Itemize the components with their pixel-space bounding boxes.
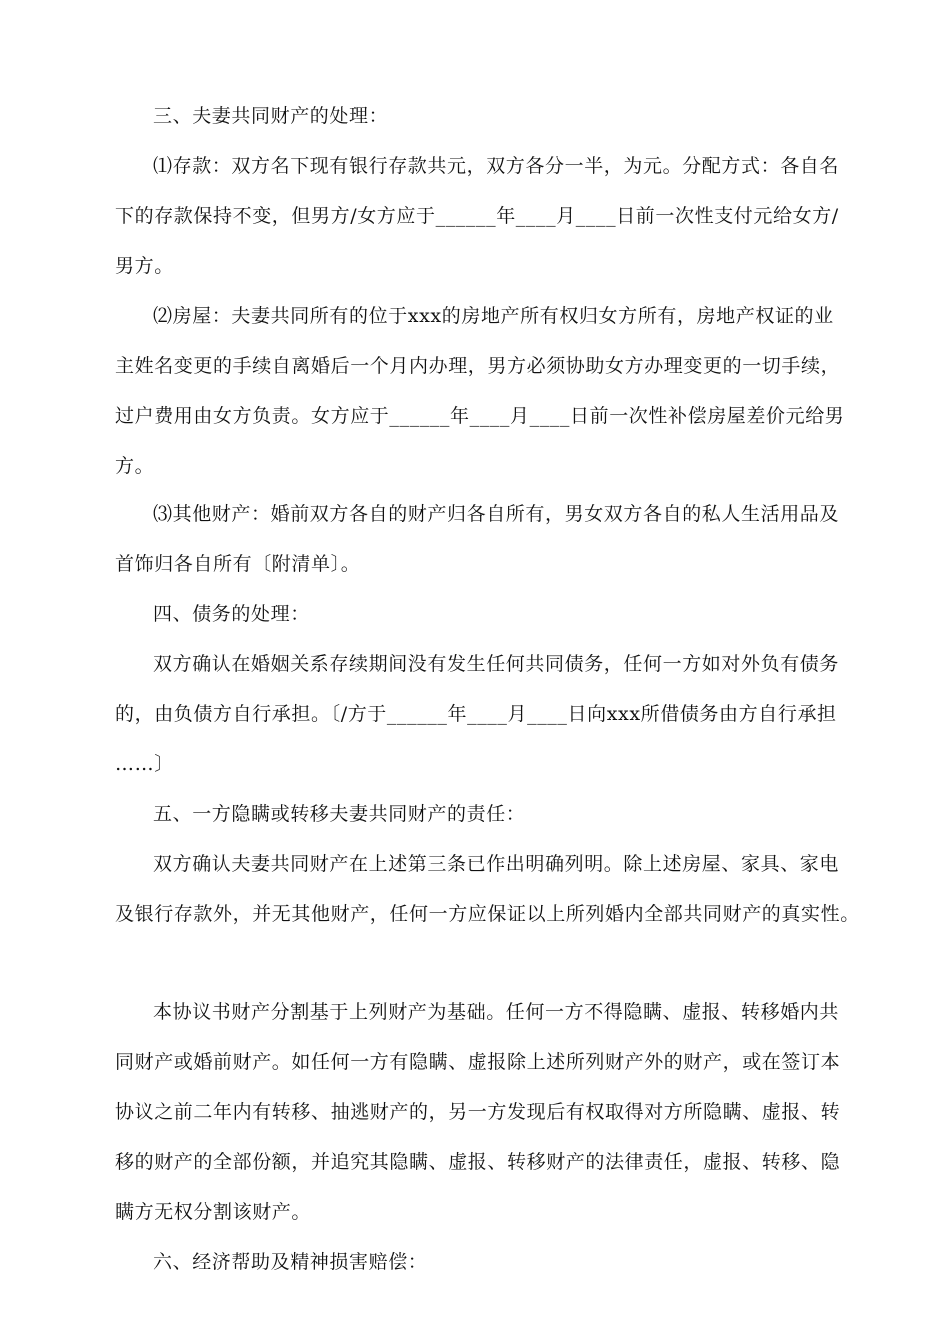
paragraph-line: 本协议书财产分割基于上列财产为基础。任何一方不得隐瞒、虚报、转移婚内共 <box>153 1001 840 1023</box>
paragraph-line: 方。 <box>115 455 155 477</box>
paragraph-line: 男方。 <box>115 255 174 277</box>
paragraph-line: 瞒方无权分割该财产。 <box>115 1201 312 1223</box>
paragraph-line: 主姓名变更的手续自离婚后一个月内办理，男方必须协助女方办理变更的一切手续， <box>115 355 841 377</box>
paragraph-line: 双方确认在婚姻关系存续期间没有发生任何共同债务，任何一方如对外负有债务 <box>153 653 840 675</box>
section-heading-3: 三、夫妻共同财产的处理： <box>153 105 389 127</box>
paragraph-line: ⑴存款：双方名下现有银行存款共元，双方各分一半，为元。分配方式：各自名 <box>153 155 840 177</box>
paragraph-line: 同财产或婚前财产。如任何一方有隐瞒、虚报除上述所列财产外的财产，或在签订本 <box>115 1051 841 1073</box>
paragraph-line: 移的财产的全部份额，并追究其隐瞒、虚报、转移财产的法律责任，虚报、转移、隐 <box>115 1151 841 1173</box>
paragraph-line: 的，由负债方自行承担。〔/方于______年____月____日向xxx所借债务由方自行承担 <box>115 703 837 725</box>
section-heading-6: 六、经济帮助及精神损害赔偿： <box>153 1251 428 1273</box>
paragraph-line: 过户费用由女方负责。女方应于______年____月____日前一次性补偿房屋差价元给男 <box>115 405 845 427</box>
paragraph-line: ⑵房屋：夫妻共同所有的位于xxx的房地产所有权归女方所有，房地产权证的业 <box>153 305 834 327</box>
section-heading-4: 四、债务的处理： <box>153 603 310 625</box>
paragraph-line: 双方确认夫妻共同财产在上述第三条已作出明确列明。除上述房屋、家具、家电 <box>153 853 840 875</box>
paragraph-line: 协议之前二年内有转移、抽逃财产的，另一方发现后有权取得对方所隐瞒、虚报、转 <box>115 1101 841 1123</box>
paragraph-line: 下的存款保持不变，但男方/女方应于______年____月____日前一次性支付元给女方/ <box>115 205 839 227</box>
section-heading-5: 五、一方隐瞒或转移夫妻共同财产的责任： <box>153 803 526 825</box>
paragraph-line: 及银行存款外，并无其他财产，任何一方应保证以上所列婚内全部共同财产的真实性。 <box>115 903 860 925</box>
paragraph-line: ……〕 <box>115 753 174 775</box>
paragraph-line: ⑶其他财产：婚前双方各自的财产归各自所有，男女双方各自的私人生活用品及 <box>153 503 840 525</box>
paragraph-line: 首饰归各自所有〔附清单〕。 <box>115 553 361 575</box>
